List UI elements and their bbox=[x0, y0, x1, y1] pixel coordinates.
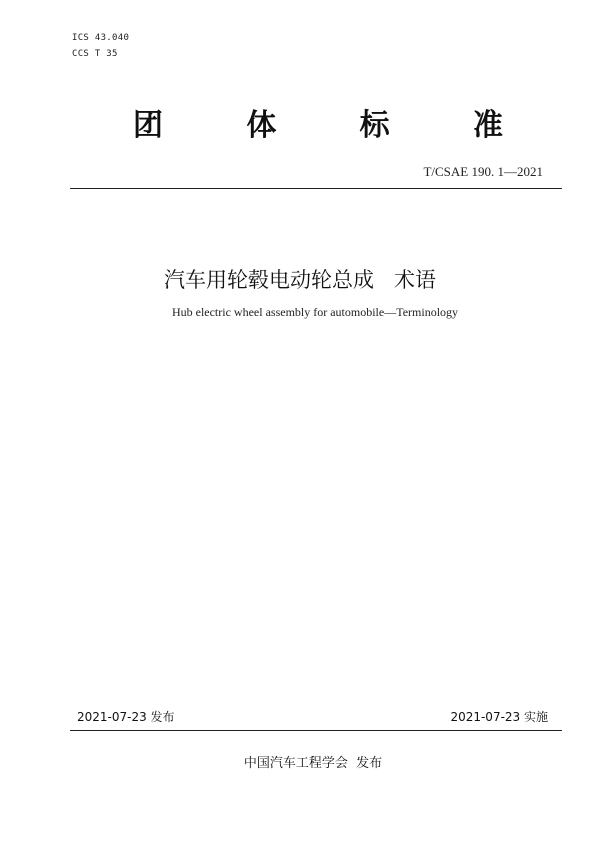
ics-code: ICS 43.040 bbox=[72, 33, 130, 43]
classification-codes bbox=[72, 30, 129, 62]
footer-divider bbox=[70, 730, 562, 731]
standard-number: T/CSAE 190. 1—2021 bbox=[423, 164, 543, 179]
document-title-en: Hub electric wheel assembly for automobile—Terminology bbox=[171, 305, 459, 319]
document-title-cn: 汽车用轮毂电动轮总成 术语 bbox=[163, 268, 437, 292]
standard-type-char: 体 bbox=[246, 108, 277, 143]
standard-type-char: 标 bbox=[359, 108, 390, 143]
standard-type-char: 准 bbox=[472, 108, 503, 143]
publisher: 中国汽车工程学会 发布 bbox=[243, 756, 383, 771]
issue-date: 2021-07-23 发布 bbox=[77, 710, 175, 724]
header-divider bbox=[70, 188, 562, 189]
implementation-date: 2021-07-23 实施 bbox=[450, 710, 548, 724]
ccs-code: CCS T 35 bbox=[72, 49, 118, 59]
standard-type-char: 团 bbox=[133, 108, 163, 143]
standard-type-title bbox=[118, 108, 518, 144]
